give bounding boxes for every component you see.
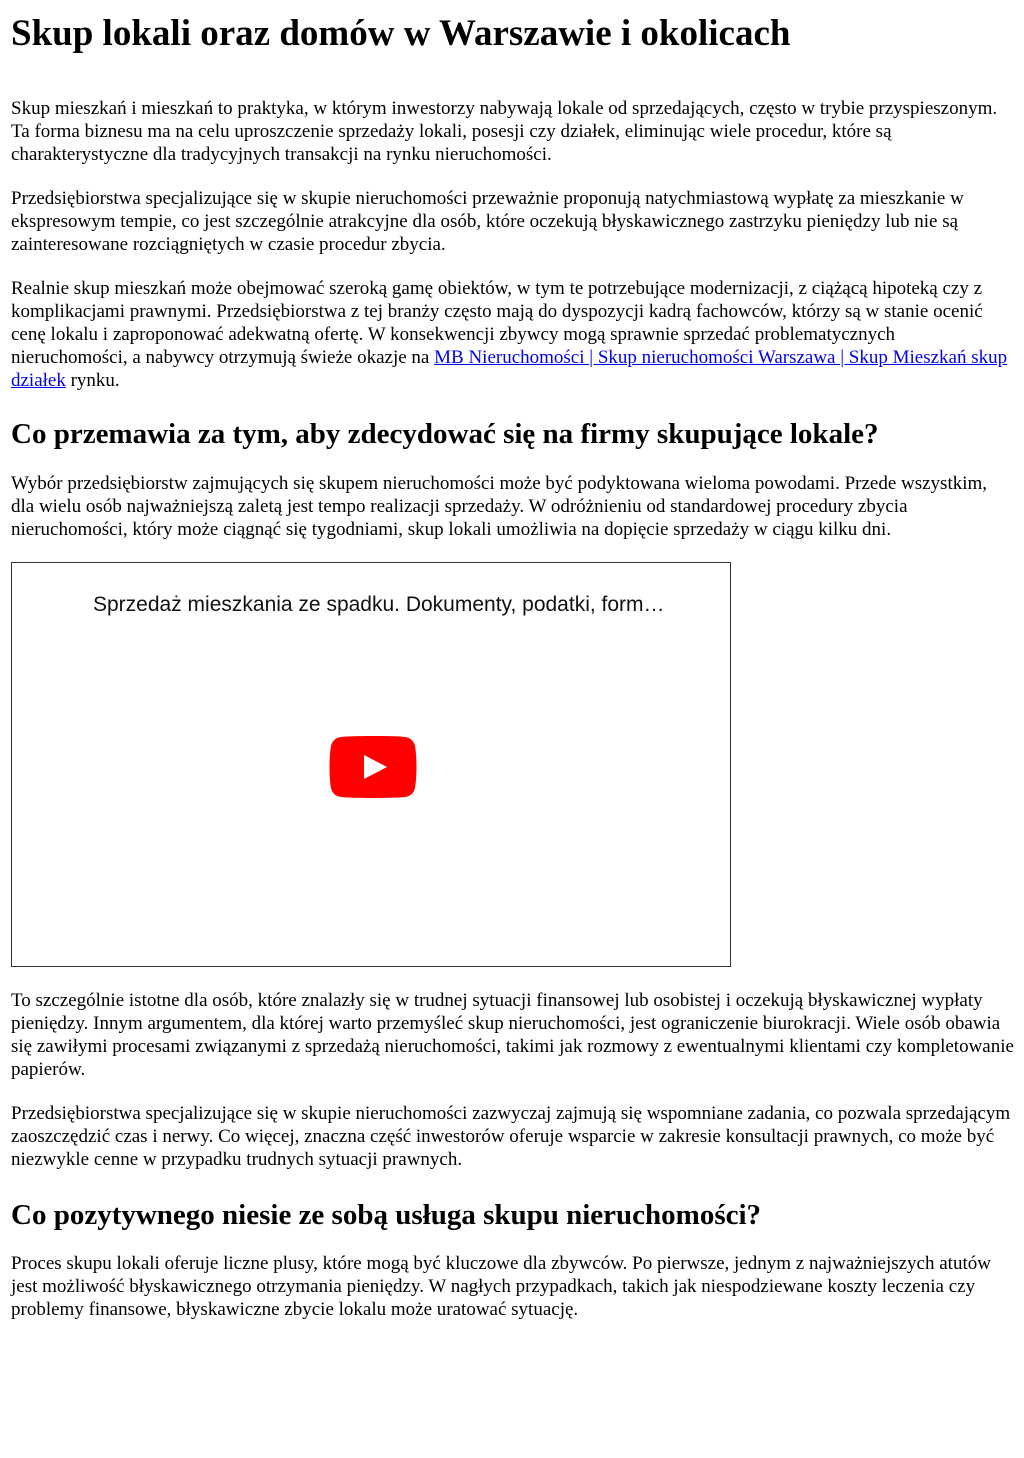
- paragraph-benefits: Proces skupu lokali oferuje liczne plusy, które mogą być kluczowe dla zbywców. Po pierwsze, jednym z najważniejszych atutów jest możliwość błyskawicznego otrzymania pieniędzy. W nagłych przypadkach, takich jak niespodziewane koszty leczenia czy problemy finansowe, błyskawiczne zbycie lokalu może uratować sytuację.: [11, 1253, 991, 1320]
- section-heading-why: Co przemawia za tym, aby zdecydować się na firmy skupujące lokale?: [11, 418, 879, 450]
- video-title[interactable]: Sprzedaż mieszkania ze spadku. Dokumenty, podatki, form…: [93, 593, 665, 616]
- youtube-play-icon[interactable]: [329, 736, 417, 798]
- paragraph-intro: Skup mieszkań i mieszkań to praktyka, w którym inwestorzy nabywają lokale od sprzedających, często w trybie przyspieszonym. Ta forma biznesu ma na celu uproszczenie sprzedaży lokali, posesji czy działek, eliminując wiele procedur, które są charakterystyczne dla tradycyjnych transakcji na rynku nieruchomości.: [11, 98, 998, 165]
- section-heading-benefits: Co pozytywnego niesie ze sobą usługa skupu nieruchomości?: [11, 1199, 762, 1231]
- paragraph-choice: Wybór przedsiębiorstw zajmujących się skupem nieruchomości może być podyktowana wieloma powodami. Przede wszystkim, dla wielu osób najważniejszą zaletą jest tempo realizacji sprzedaży. W odróżnieniu od standardowej procedury zbycia nieruchomości, który może ciągnąć się tygodniami, skup lokali umożliwia na dopięcie sprzedaży w ciągu kilku dni.: [11, 473, 988, 540]
- paragraph-support: Przedsiębiorstwa specjalizujące się w skupie nieruchomości zazwyczaj zajmują się wspomniane zadania, co pozwala sprzedającym zaoszczędzić czas i nerwy. Co więcej, znaczna część inwestorów oferuje wsparcie w zakresie konsultacji prawnych, co może być niezwykle cenne w przypadku trudnych sytuacji prawnych.: [11, 1103, 1011, 1170]
- video-embed[interactable]: [11, 562, 731, 967]
- mb-nieruchomosci-link[interactable]: MB Nieruchomości | Skup nieruchomości Warszawa | Skup Mieszkań skup działek: [11, 347, 1008, 391]
- paragraph-scope-text: Realnie skup mieszkań może obejmować szeroką gamę obiektów, w tym te potrzebujące modernizacji, z ciążącą hipoteką czy z komplikacjami prawnymi. Przedsiębiorstwa z tej branży często mają do dyspozycji kadrą fachowców, którzy są w stanie ocenić cenę lokalu i zaproponować adekwatną ofertę. W konsekwencji zbywcy mogą sprawnie sprzedać problematycznych nieruchomości, a nabywcy otrzymują świeże okazje na: [11, 278, 983, 368]
- page-title: Skup lokali oraz domów w Warszawie i okolicach: [11, 13, 791, 54]
- paragraph-scope: [11, 277, 1014, 392]
- article: [0, 12, 1024, 1321]
- paragraph-scope-tail: rynku.: [65, 370, 120, 391]
- paragraph-companies: Przedsiębiorstwa specjalizujące się w skupie nieruchomości przeważnie proponują natychmiastową wypłatę za mieszkanie w ekspresowym tempie, co jest szczególnie atrakcyjne dla osób, które oczekują błyskawicznego zastrzyku pieniędzy lub nie są zainteresowane rozciągniętych w czasie procedur zbycia.: [11, 188, 964, 255]
- paragraph-urgent: To szczególnie istotne dla osób, które znalazły się w trudnej sytuacji finansowej lub osobistej i oczekują błyskawicznej wypłaty pieniędzy. Innym argumentem, dla której warto przemyśleć skup nieruchomości, jest ograniczenie biurokracji. Wiele osób obawia się zawiłymi procesami związanymi z sprzedażą nieruchomości, takimi jak rozmowy z ewentualnymi klientami czy kompletowanie papierów.: [11, 990, 1014, 1080]
